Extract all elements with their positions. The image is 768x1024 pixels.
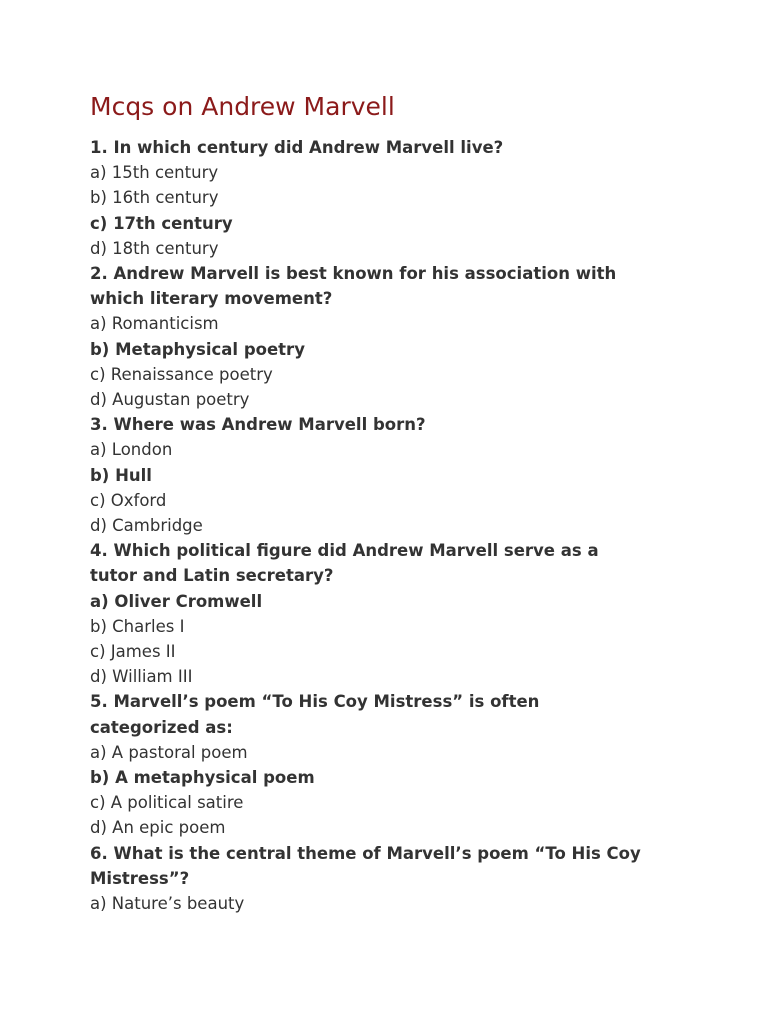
question-block	[90, 412, 690, 538]
answer-option: d) Augustan poetry	[90, 390, 250, 410]
answer-option: a) Nature’s beauty	[90, 894, 245, 914]
question-block	[90, 689, 690, 840]
answer-option: a) London	[90, 440, 173, 460]
answer-option: d) 18th century	[90, 238, 219, 258]
answer-option-correct: b) Hull	[90, 465, 152, 485]
question-text: 3. Where was Andrew Marvell born?	[90, 415, 426, 435]
page-title: Mcqs on Andrew Marvell	[90, 92, 395, 121]
answer-option: a) Romanticism	[90, 314, 219, 334]
answer-option: d) An epic poem	[90, 818, 226, 838]
question-text: 1. In which century did Andrew Marvell live?	[90, 138, 504, 157]
answer-option-correct: a) Oliver Cromwell	[90, 591, 263, 611]
answer-option-correct: c) 17th century	[90, 213, 233, 233]
answer-option: b) Charles I	[90, 616, 185, 636]
answer-option: c) A political satire	[90, 793, 244, 813]
question-text: 6. What is the central theme of Marvell’s poem “To His Coy	[90, 843, 641, 863]
mcq-list	[90, 135, 690, 916]
question-text: which literary movement?	[90, 289, 333, 309]
question-text: Mistress”?	[90, 868, 190, 888]
answer-option: a) 15th century	[90, 163, 219, 183]
answer-option: c) Renaissance poetry	[90, 364, 273, 384]
question-block	[90, 538, 690, 689]
question-text: 2. Andrew Marvell is best known for his association with	[90, 264, 617, 284]
question-block	[90, 261, 690, 412]
question-text: 5. Marvell’s poem “To His Coy Mistress” is often	[90, 692, 540, 712]
answer-option: d) William III	[90, 667, 193, 687]
question-text: 4. Which political figure did Andrew Marvell serve as a	[90, 541, 599, 561]
answer-option: c) Oxford	[90, 490, 167, 510]
question-block	[90, 841, 690, 917]
answer-option: a) A pastoral poem	[90, 742, 248, 762]
question-block	[90, 135, 690, 261]
answer-option: c) James II	[90, 642, 176, 662]
question-text: categorized as:	[90, 717, 233, 737]
question-text: tutor and Latin secretary?	[90, 566, 334, 586]
answer-option: b) 16th century	[90, 188, 219, 208]
answer-option-correct: b) Metaphysical poetry	[90, 339, 305, 359]
answer-option-correct: b) A metaphysical poem	[90, 768, 315, 788]
answer-option: d) Cambridge	[90, 516, 203, 536]
